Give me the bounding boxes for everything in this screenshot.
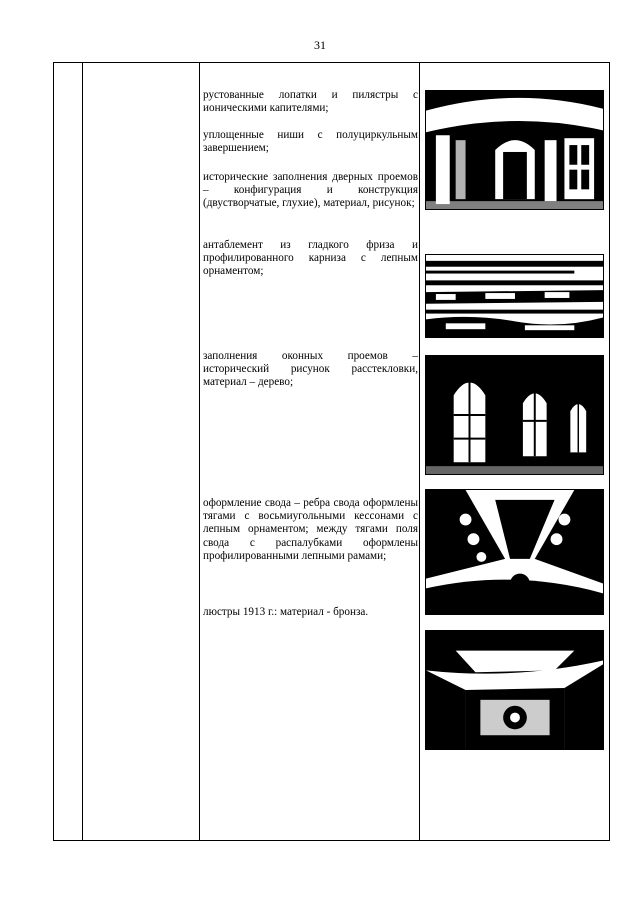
page-number: 31 [314, 38, 326, 52]
paragraph-doors: исторические заполнения дверных проемов – конфигурация и конструкция (двустворчатые, глухие), материал, рисунок; [203, 171, 418, 210]
table-column-divider [82, 63, 83, 840]
paragraph-vault: оформление свода – ребра свода оформлены тягами с восьмиугольными кессонами с лепным орнаментом; между тягами поля свода с распалубками оформлены профилированными лепными рамами; [203, 497, 418, 562]
paragraph-pilasters: рустованные лопатки и пилястры с ионическими капителями; [203, 89, 418, 115]
photo-hall-niches [425, 90, 604, 210]
paragraph-entablature: антаблемент из гладкого фриза и профилированного карниза с лепным орнаментом; [203, 239, 418, 278]
table-column-divider [419, 63, 420, 840]
table [53, 62, 610, 841]
photo-entablature [425, 254, 604, 338]
paragraph-chandeliers: люстры 1913 г.: материал - бронза. [203, 606, 369, 618]
photo-arched-windows [425, 355, 604, 475]
photo-chandelier [425, 630, 604, 750]
photo-vault [425, 489, 604, 615]
table-column-divider [199, 63, 200, 840]
paragraph-niches: уплощенные ниши с полуциркульным завершением; [203, 129, 418, 155]
paragraph-windows: заполнения оконных проемов – исторический рисунок расстекловки, материал – дерево; [203, 350, 418, 389]
